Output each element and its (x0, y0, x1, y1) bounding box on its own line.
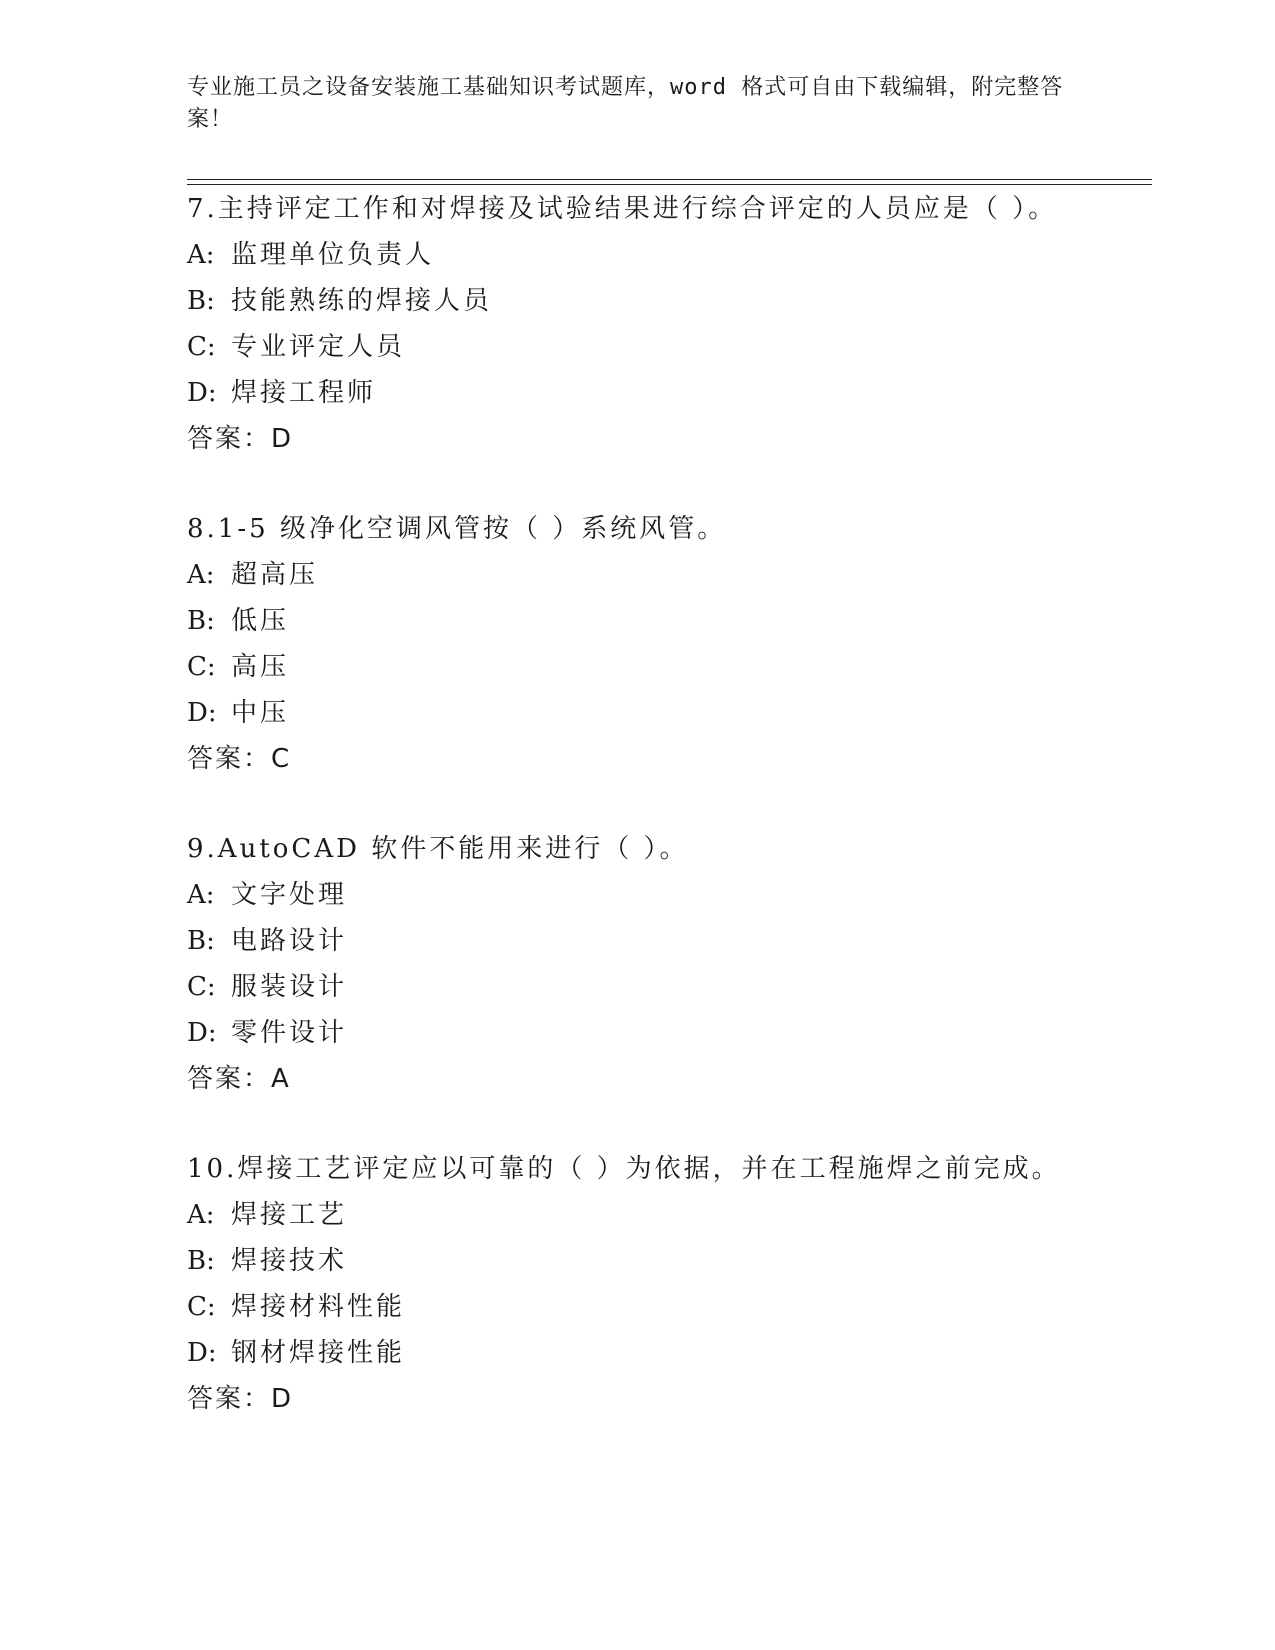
option-key: A: (187, 880, 215, 910)
option-text: 服装设计 (231, 972, 348, 1002)
option-key: A: (187, 240, 215, 270)
header-divider-bottom (187, 184, 1152, 185)
option-text: 专业评定人员 (231, 332, 406, 362)
option-a (187, 1192, 1147, 1238)
answer-line: 答案：C (187, 744, 292, 774)
option-key: D: (187, 698, 217, 728)
option-key: B: (187, 286, 215, 316)
question-9 (187, 826, 1147, 1102)
option-a (187, 232, 1147, 278)
option-text: 超高压 (231, 560, 319, 590)
option-text: 技能熟练的焊接人员 (231, 286, 493, 316)
option-text: 钢材焊接性能 (231, 1338, 406, 1368)
question-stem: 10.焊接工艺评定应以可靠的（ ）为依据，并在工程施焊之前完成。 (187, 1154, 1061, 1184)
question-stem: 8.1-5 级净化空调风管按（ ）系统风管。 (187, 514, 727, 544)
option-b (187, 1238, 1147, 1284)
option-text: 焊接工艺 (231, 1200, 348, 1230)
answer-line: 答案：D (187, 424, 294, 454)
option-key: A: (187, 560, 215, 590)
option-b (187, 278, 1147, 324)
option-text: 焊接材料性能 (231, 1292, 406, 1322)
option-key: D: (187, 1018, 217, 1048)
option-text: 中压 (231, 698, 290, 728)
option-key: A: (187, 1200, 215, 1230)
option-text: 监理单位负责人 (231, 240, 435, 270)
option-d (187, 690, 1147, 736)
option-key: D: (187, 378, 217, 408)
option-c (187, 324, 1147, 370)
answer-line: 答案：D (187, 1384, 294, 1414)
option-key: C: (187, 652, 216, 682)
option-key: C: (187, 972, 216, 1002)
option-key: B: (187, 606, 215, 636)
question-stem: 7.主持评定工作和对焊接及试验结果进行综合评定的人员应是（ ）。 (187, 194, 1058, 224)
option-d (187, 370, 1147, 416)
option-b (187, 598, 1147, 644)
option-c (187, 1284, 1147, 1330)
option-c (187, 964, 1147, 1010)
option-key: C: (187, 1292, 216, 1322)
option-text: 焊接工程师 (231, 378, 377, 408)
document-header: 专业施工员之设备安装施工基础知识考试题库，word 格式可自由下载编辑，附完整答案！ (187, 75, 1064, 132)
option-b (187, 918, 1147, 964)
option-c (187, 644, 1147, 690)
option-text: 焊接技术 (231, 1246, 348, 1276)
option-text: 文字处理 (231, 880, 348, 910)
question-10 (187, 1146, 1147, 1422)
option-text: 电路设计 (231, 926, 348, 956)
option-d (187, 1010, 1147, 1056)
answer-line: 答案：A (187, 1064, 291, 1094)
question-8 (187, 506, 1147, 782)
question-7 (187, 186, 1147, 462)
option-d (187, 1330, 1147, 1376)
option-text: 高压 (231, 652, 290, 682)
option-key: C: (187, 332, 216, 362)
option-a (187, 552, 1147, 598)
header-divider-top (187, 179, 1152, 180)
question-stem: 9.AutoCAD 软件不能用来进行（ ）。 (187, 834, 689, 864)
option-text: 零件设计 (231, 1018, 348, 1048)
option-key: D: (187, 1338, 217, 1368)
option-a (187, 872, 1147, 918)
option-key: B: (187, 926, 215, 956)
option-text: 低压 (231, 606, 290, 636)
option-key: B: (187, 1246, 215, 1276)
